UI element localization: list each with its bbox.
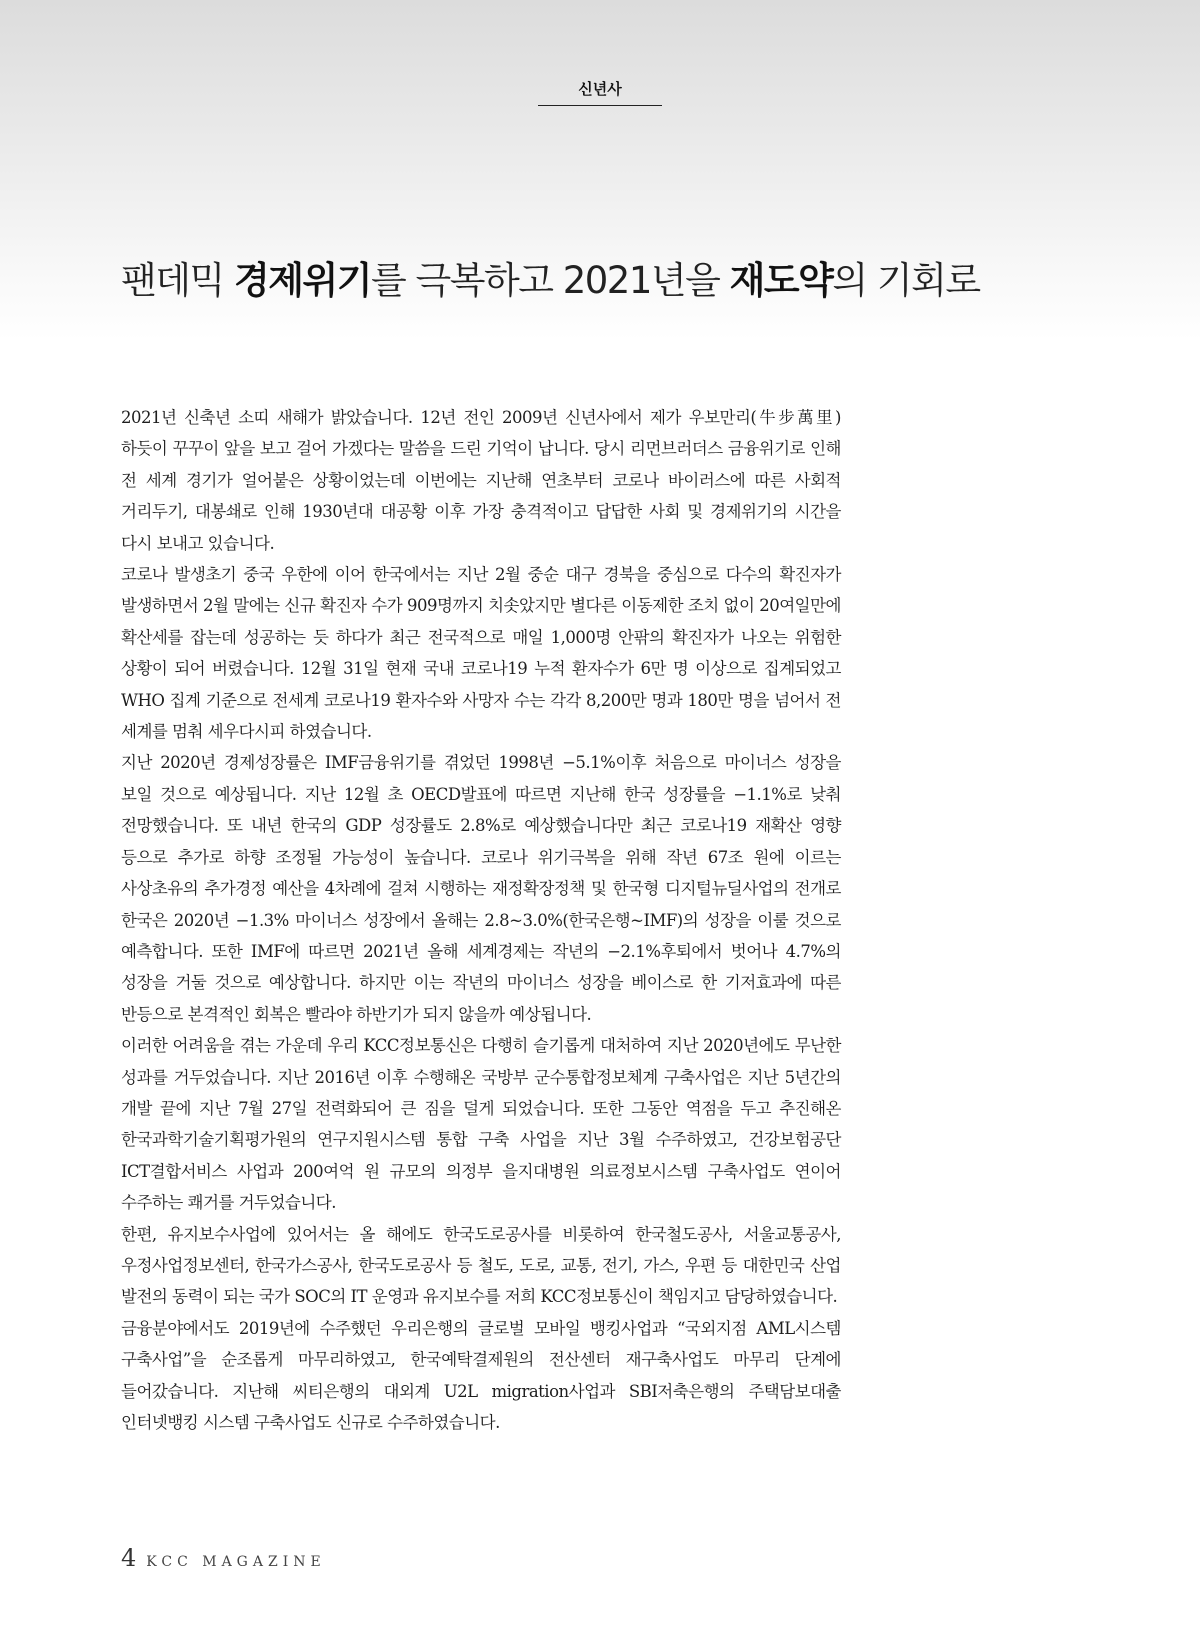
- title-part-1: 팬데믹: [121, 259, 234, 302]
- paragraph-6: 금융분야에서도 2019년에 수주했던 우리은행의 글로벌 모바일 뱅킹사업과 “국외지점 AML시스템 구축사업”을 순조롭게 마무리하였고, 한국예탁결제원의 전산센터 재구축사업도 마무리 단계에 들어갔습니다. 지난해 씨티은행의 대외계 U2L migration사업과 SBI저축은행의 주택담보대출 인터넷뱅킹 시스템 구축사업도 신규로 수주하였습니다.: [121, 1318, 841, 1432]
- magazine-name: KCC MAGAZINE: [146, 1554, 326, 1570]
- article-body: [121, 402, 841, 1438]
- page-footer: [121, 1544, 326, 1572]
- title-bold-2: 재도약: [729, 259, 833, 302]
- title-bold-1: 경제위기: [234, 259, 371, 302]
- paragraph-3: 지난 2020년 경제성장률은 IMF금융위기를 겪었던 1998년 −5.1%이후 처음으로 마이너스 성장을 보일 것으로 예상됩니다. 지난 12월 초 OECD발표에 따르면 지난해 한국 성장률을 −1.1%로 낮춰 전망했습니다. 또 내년 한국의 GDP 성장률도 2.8%로 예상했습니다만 최근 코로나19 재확산 영향 등으로 추가로 하향 조정될 가능성이 높습니다. 코로나 위기극복을 위해 작년 67조 원에 이르는 사상초유의 추가경정 예산을 4차례에 걸쳐 시행하는 재정확장정책 및 한국형 디지털뉴딜사업의 전개로 한국은 2020년 −1.3% 마이너스 성장에서 올해는 2.8~3.0%(한국은행~IMF)의 성장을 이룰 것으로 예측합니다. 또한 IMF에 따르면 2021년 올해 세계경제는 작년의 −2.1%후퇴에서 벗어나 4.7%의 성장을 거둘 것으로 예상합니다. 하지만 이는 작년의 마이너스 성장을 베이스로 한 기저효과에 따른 반등으로 본격적인 회복은 빨라야 하반기가 되지 않을까 예상됩니다.: [121, 753, 841, 1024]
- title-part-2: 를 극복하고 2021년을: [370, 259, 730, 302]
- paragraph-4: 이러한 어려움을 겪는 가운데 우리 KCC정보통신은 다행히 슬기롭게 대처하여 지난 2020년에도 무난한 성과를 거두었습니다. 지난 2016년 이후 수행해온 국방부 군수통합정보체계 구축사업은 지난 5년간의 개발 끝에 지난 7월 27일 전력화되어 큰 짐을 덜게 되었습니다. 또한 그동안 역점을 두고 추진해온 한국과학기술기획평가원의 연구지원시스템 통합 구축 사업을 지난 3월 수주하였고, 건강보험공단 ICT결합서비스 사업과 200여억 원 규모의 의정부 을지대병원 의료정보시스템 구축사업도 연이어 수주하는 쾌거를 거두었습니다.: [121, 1036, 841, 1213]
- title-part-3: 의 기회로: [832, 259, 980, 302]
- page-title: [121, 250, 1121, 304]
- page-number: 4: [121, 1544, 137, 1572]
- section-label: 신년사: [538, 78, 662, 106]
- paragraph-5: 한편, 유지보수사업에 있어서는 올 해에도 한국도로공사를 비롯하여 한국철도공사, 서울교통공사, 우정사업정보센터, 한국가스공사, 한국도로공사 등 철도, 도로, 교통, 전기, 가스, 우편 등 대한민국 산업 발전의 동력이 되는 국가 SOC의 IT 운영과 유지보수를 저희 KCC정보통신이 책임지고 담당하였습니다.: [121, 1224, 841, 1307]
- paragraph-2: 코로나 발생초기 중국 우한에 이어 한국에서는 지난 2월 중순 대구 경북을 중심으로 다수의 확진자가 발생하면서 2월 말에는 신규 확진자 수가 909명까지 치솟았지만 별다른 이동제한 조치 없이 20여일만에 확산세를 잡는데 성공하는 듯 하다가 최근 전국적으로 매일 1,000명 안팎의 확진자가 나오는 위험한 상황이 되어 버렸습니다. 12월 31일 현재 국내 코로나19 누적 환자수가 6만 명 이상으로 집계되었고 WHO 집계 기준으로 전세계 코로나19 환자수와 사망자 수는 각각 8,200만 명과 180만 명을 넘어서 전 세계를 멈춰 세우다시피 하였습니다.: [121, 565, 841, 742]
- paragraph-1: 2021년 신축년 소띠 새해가 밝았습니다. 12년 전인 2009년 신년사에서 제가 우보만리(牛步萬里) 하듯이 꾸꾸이 앞을 보고 걸어 가겠다는 말씀을 드린 기억이 납니다. 당시 리먼브러더스 금융위기로 인해 전 세계 경기가 얼어붙은 상황이었는데 이번에는 지난해 연초부터 코로나 바이러스에 따른 사회적 거리두기, 대봉쇄로 인해 1930년대 대공황 이후 가장 충격적이고 답답한 사회 및 경제위기의 시간을 다시 보내고 있습니다.: [121, 408, 841, 553]
